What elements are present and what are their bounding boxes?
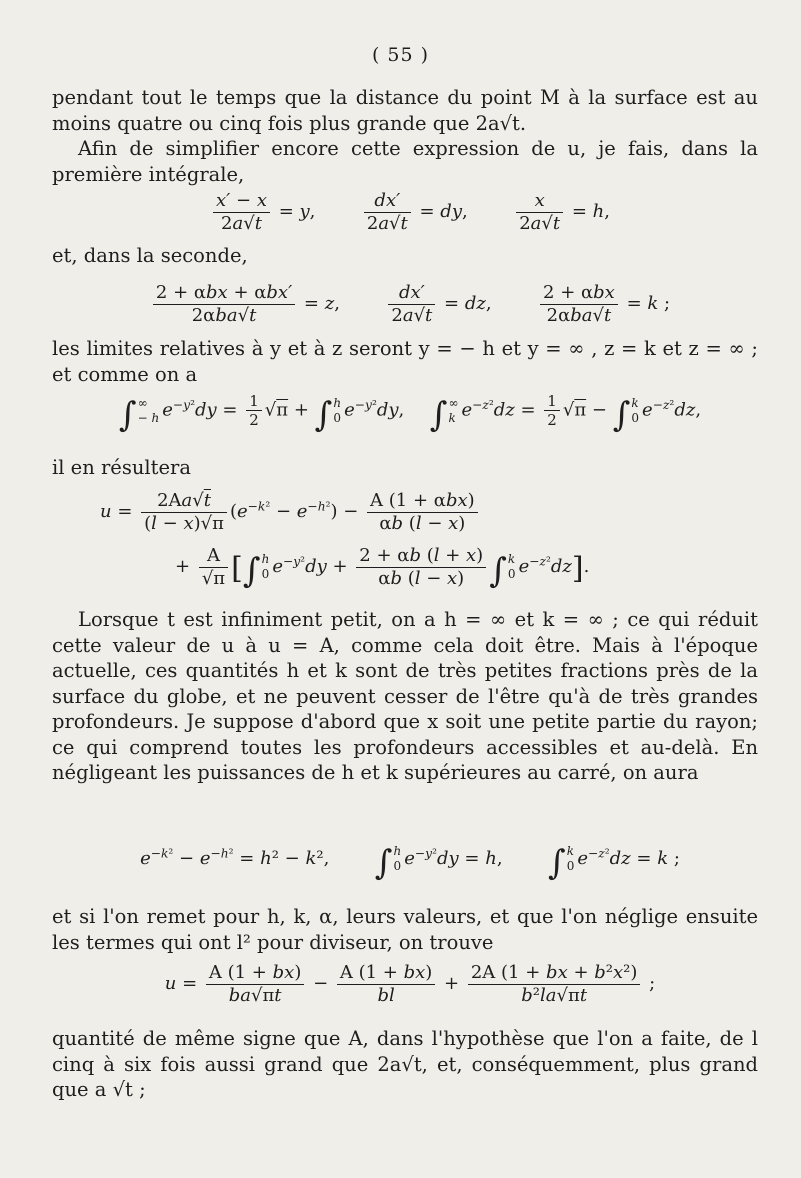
equation-approximations: $e^{-k^2} - e^{-h^2} = h^2 - k^2$, ∫ h 0 $e^{-y^2}dy = h$, ∫ k 0 $e^{-z^2}dz = k$ ;	[140, 843, 680, 883]
paragraph-2: Afin de simplifier encore cette expression de u, je fais, dans la première intégrale,	[52, 137, 758, 186]
equation-u-line-2: + $\frac{A}{√\pi}$ [∫ h 0 $e^{-y^2}dy$ + $\frac{2 + \alpha b (l + x)}{\alpha b (l - x)}$ ∫ k 0 $e^{-z^2}dz$].	[175, 545, 590, 592]
equation-integral-identities: ∫ ∞ − h $e^{-y^2}dy$ = $\frac{1}{2}$ √π + ∫ h 0 $e^{-y^2}dy$, ∫ ∞ k $e^{-z^2}dz$ = $\frac{1}{2}$ √π − ∫ k 0 $e^{-z^2}dz$,	[118, 392, 702, 435]
paragraph-4: les limites relatives à y et à z seront y = − h et y = ∞ , z = k et z = ∞ ; et comme on a	[52, 337, 758, 386]
paragraph-7: et si l'on remet pour h, k, α, leurs valeurs, et que l'on néglige ensuite les termes qui ont l² pour diviseur, on trouve	[52, 905, 758, 954]
equation-u-final: u = $\frac{A (1 + bx)}{ba√\pi t}$ − $\frac{A (1 + bx)}{bl}$ + $\frac{\text{2A (1 + bx + b²x²)}}{\text{b²la√πt}}$ ;	[164, 962, 656, 1006]
paragraph-5: il en résultera	[52, 456, 191, 479]
equation-u-line-1: u = $\frac{2Aa√t}{(l - x)√\pi}$ $(e^{-k^2} - e^{-h^2})$ − $\frac{\text{A (1 + αbx)}}{\alpha b (l - x)}$	[100, 490, 700, 534]
paragraph-1: pendant tout le temps que la distance du point M à la surface est au moins quatre ou cinq fois plus grande que 2a√t.	[52, 86, 758, 135]
paragraph-3: et, dans la seconde,	[52, 244, 248, 267]
page-number: ( 55 )	[371, 44, 430, 66]
equation-substitution-1: $\frac{x' - x}{2a√t}$ = y, $\frac{dx'}{2a√t}$ = dy, $\frac{x}{2a√t}$ = h,	[40, 190, 780, 234]
paragraph-6: Lorsque t est infiniment petit, on a h = ∞ et k = ∞ ; ce qui réduit cette valeur de u à u = A, comme cela doit être. Mais à l'époque actuelle, ces quantités h et k sont de très petites fractions près de la surface du globe, et ne peuvent cesser de l'être qu'à de très grandes profondeurs. Je suppose d'abord que x soit une petite partie du rayon; ce qui comprend toutes les profondeurs accessibles et au-delà. En négligeant les puissances de h et k supérieures au carré, on aura	[52, 608, 758, 784]
paragraph-8: quantité de même signe que A, dans l'hypothèse que l'on a faite, de l cinq à six fois aussi grand que 2a√t, et, conséquemment, plus grand que a √t ;	[52, 1027, 758, 1101]
equation-substitution-2: $\frac{\text{2 + αbx + αbx′}}{\text{2αba√t}}$ = z, $\frac{dx'}{2a√t}$ = dz, $\frac{\text{2 + αbx}}{\text{2αba√t}}$ = k ;	[40, 282, 780, 326]
